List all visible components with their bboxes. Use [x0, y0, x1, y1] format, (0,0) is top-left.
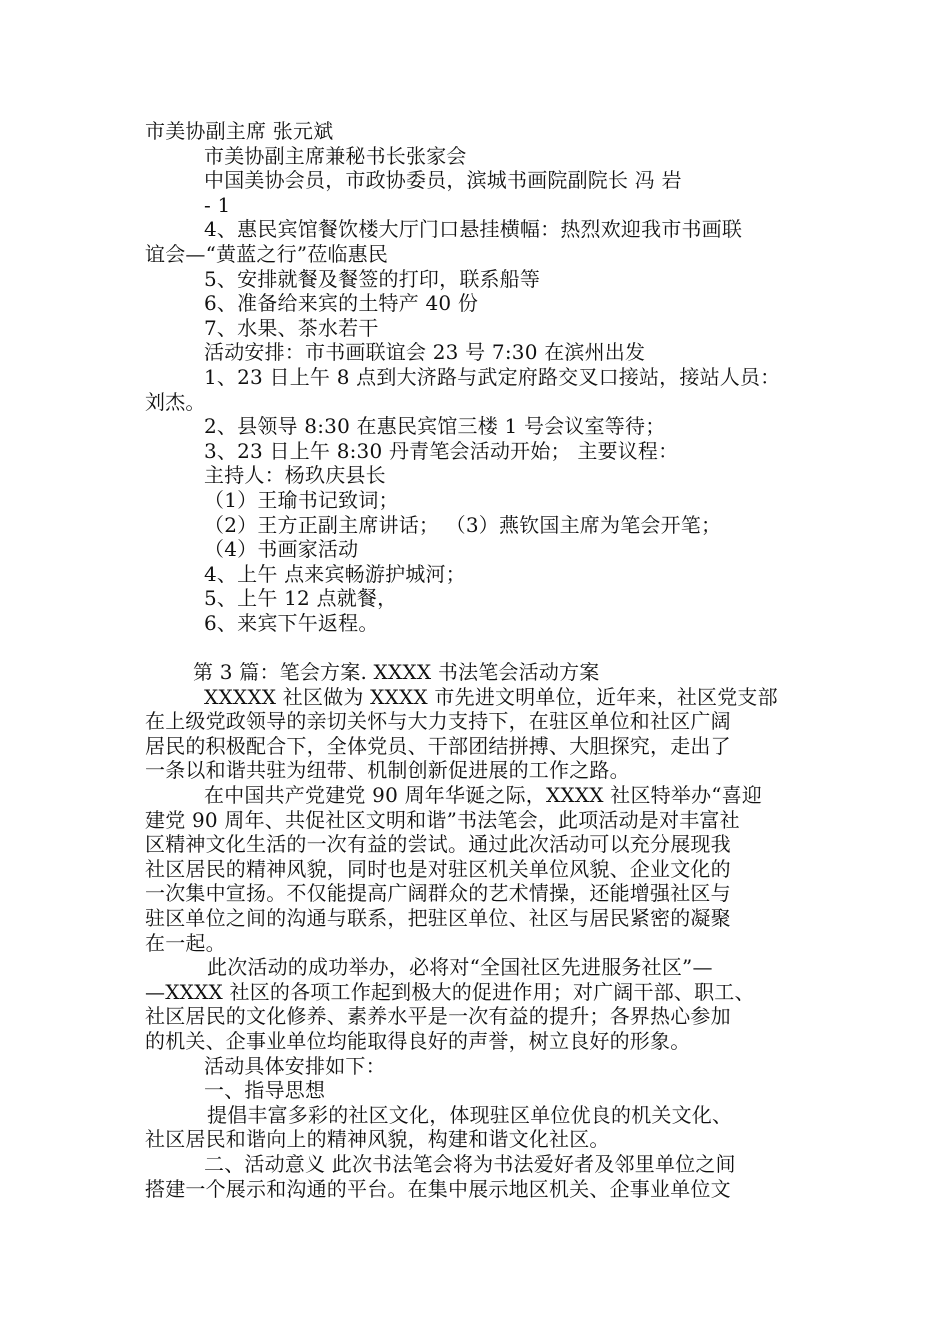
- text-line: 3、23 日上午 8:30 丹青笔会活动开始； 主要议程：: [204, 438, 679, 463]
- text-line: 社区居民的精神风貌，同时也是对驻区机关单位风貌、企业文化的: [145, 856, 731, 881]
- text-line: 刘杰。: [145, 389, 206, 414]
- text-line: 5、上午 12 点就餐，: [204, 586, 398, 611]
- text-line: 在上级党政领导的亲切关怀与大力支持下，在驻区单位和社区广阔: [145, 709, 731, 734]
- text-line: 社区居民的文化修养、素养水平是一次有益的提升；各界热心参加: [145, 1004, 731, 1029]
- text-line: 提倡丰富多彩的社区文化，体现驻区单位优良的机关文化、: [207, 1102, 733, 1127]
- text-line: 搭建一个展示和沟通的平台。在集中展示地区机关、企事业单位文: [145, 1176, 731, 1201]
- text-line: 的机关、企事业单位均能取得良好的声誉，树立良好的形象。: [145, 1028, 691, 1053]
- text-line: 一条以和谐共驻为纽带、机制创新促进展的工作之路。: [145, 758, 630, 783]
- text-line: 社区居民和谐向上的精神风貌，构建和谐文化社区。: [145, 1127, 610, 1152]
- text-line: 7、水果、茶水若干: [204, 315, 379, 340]
- text-line: 市美协副主席兼秘书长张家会: [204, 143, 467, 168]
- text-line: 4、惠民宾馆餐饮楼大厅门口悬挂横幅：热烈欢迎我市书画联: [204, 217, 743, 242]
- text-line: 5、安排就餐及餐签的打印，联系船等: [204, 266, 541, 291]
- text-line: 活动具体安排如下：: [204, 1053, 386, 1078]
- text-line: 主持人：杨玖庆县长: [204, 463, 386, 488]
- text-line: （2）王方正副主席讲话； （3）燕钦国主席为笔会开笔；: [204, 512, 722, 537]
- text-line: 2、县领导 8:30 在惠民宾馆三楼 1 号会议室等待；: [204, 414, 666, 439]
- text-line: 活动安排：市书画联谊会 23 号 7:30 在滨州出发: [204, 340, 646, 365]
- text-line: 此次活动的成功举办，必将对“全国社区先进服务社区”—: [207, 955, 713, 980]
- text-line: 4、上午 点来宾畅游护城河；: [204, 561, 466, 586]
- text-line: —XXXX 社区的各项工作起到极大的促进作用；对广阔干部、职工、: [145, 979, 755, 1004]
- page-number: - 1: [204, 192, 231, 217]
- text-line: 市美协副主席 张元斌: [145, 119, 334, 143]
- text-line: XXXXX 社区做为 XXXX 市先进文明单位，近年来，社区党支部: [204, 684, 778, 709]
- text-line: （4）书画家活动: [204, 537, 359, 562]
- section-heading: 第 3 篇：笔会方案. XXXX 书法笔会活动方案: [193, 660, 600, 685]
- text-line: 居民的积极配合下，全体党员、干部团结拼搏、大胆探究，走出了: [145, 733, 731, 758]
- text-line: 6、准备给来宾的土特产 40 份: [204, 291, 479, 316]
- section-heading: 一、指导思想: [204, 1078, 326, 1103]
- text-line: 在中国共产党建党 90 周年华诞之际，XXXX 社区特举办“喜迎: [204, 783, 763, 808]
- text-line: （1）王瑜书记致词；: [204, 487, 399, 512]
- document-body: [145, 119, 815, 1201]
- text-line: 驻区单位之间的沟通与联系，把驻区单位、社区与居民紧密的凝聚: [145, 906, 731, 930]
- text-line: 二、活动意义 此次书法笔会将为书法爱好者及邻里单位之间: [204, 1151, 736, 1176]
- text-line: 1、23 日上午 8 点到大济路与武定府路交叉口接站，接站人员：: [204, 364, 781, 389]
- text-line: 区精神文化生活的一次有益的尝试。通过此次活动可以充分展现我: [145, 832, 731, 857]
- text-line: 一次集中宣扬。不仅能提高广阔群众的艺术情操，还能增强社区与: [145, 881, 731, 906]
- text-line: 中国美协会员，市政协委员，滨城书画院副院长 冯 岩: [204, 168, 682, 193]
- blank-line: [145, 635, 815, 660]
- text-line: 谊会—“黄蓝之行”莅临惠民: [145, 241, 389, 266]
- text-line: 在一起。: [145, 930, 226, 955]
- text-line: 建党 90 周年、共促社区文明和谐”书法笔会，此项活动是对丰富社: [145, 807, 740, 832]
- text-line: 6、来宾下午返程。: [204, 610, 379, 635]
